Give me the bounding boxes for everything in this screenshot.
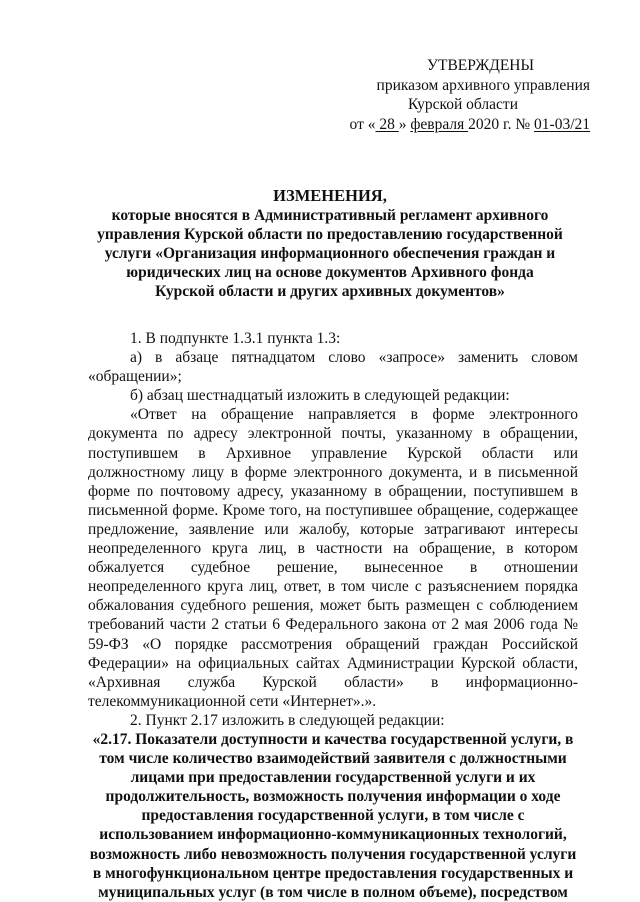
- approval-region-line: Курской области: [407, 96, 518, 113]
- approval-date-line: [300, 115, 590, 135]
- approval-order-line: приказом архивного управления: [376, 76, 590, 94]
- date-day: 28: [375, 115, 399, 133]
- paragraph-2: а) в абзаце пятнадцатом слово «запросе» заменить словом «обращении»;: [88, 349, 578, 386]
- date-mid: »: [398, 115, 411, 133]
- approval-block: [300, 56, 590, 134]
- paragraph-4: «Ответ на обращение направляется в форме электронного документа по адресу электронной почты, указанному в обращении, поступившем в Архивное управление Курской области или должностному лицу в форме электронного документа, и в письменной форме по почтовому адресу, указанному в обращении, поступившем в письменной форме. Кроме того, на поступившее обращение, содержащее предложение, заявление или жалобу, которые затрагивают интересы неопределенного круга лиц, в частности на обращение, в котором обжалуется судебное решение, вынесенное в отношении неопределенного круга лиц, ответ, в том числе с разъяснением порядка обжалования судебного решения, может быть размещен с соблюдением требований части 2 статьи 6 Федерального закона от 2 мая 2006 года № 59-ФЗ «О порядке рассмотрения обращений граждан Российской Федерации» на официальных сайтах Администрации Курской области, «Архивная служба Курской области» в информационно-телекоммуникационной сети «Интернет».».: [88, 406, 578, 710]
- document-title-block: [95, 186, 565, 301]
- approval-title: УТВЕРЖДЕНЫ: [427, 57, 534, 74]
- paragraph-3: б) абзац шестнадцатый изложить в следующей редакции:: [130, 387, 510, 405]
- date-year: 2020 г. №: [468, 115, 535, 133]
- document-subtitle: которые вносятся в Административный регламент архивного управления Курской области по предоставлению государственной услуги «Организация информационного обеспечения граждан и юридических лиц на основе документов Архивного фонда Курской области и других архивных документов»: [97, 207, 563, 300]
- date-prefix: от «: [349, 115, 376, 133]
- paragraph-1: 1. В подпункте 1.3.1 пункта 1.3:: [130, 330, 341, 347]
- section-2-17-heading: «2.17. Показатели доступности и качества государственной услуги, в том числе количество взаимодействий заявителя с должностными лицами при предоставлении государственной услуги и их продолжительность, возможность получения информации о ходе предоставления государственной услуги, в том числе с использованием информационно-коммуникационных технологий, возможность либо невозможность получения государственной услуги в многофункциональном центре предоставления государственных и муниципальных услуг (в том числе в полном объеме), посредством: [89, 730, 577, 901]
- date-month: февраля: [410, 115, 469, 133]
- paragraph-5: 2. Пункт 2.17 изложить в следующей редакции:: [130, 711, 445, 729]
- document-body: [88, 329, 578, 902]
- document-title: ИЗМЕНЕНИЯ,: [273, 186, 387, 205]
- order-number: 01-03/21: [534, 115, 590, 133]
